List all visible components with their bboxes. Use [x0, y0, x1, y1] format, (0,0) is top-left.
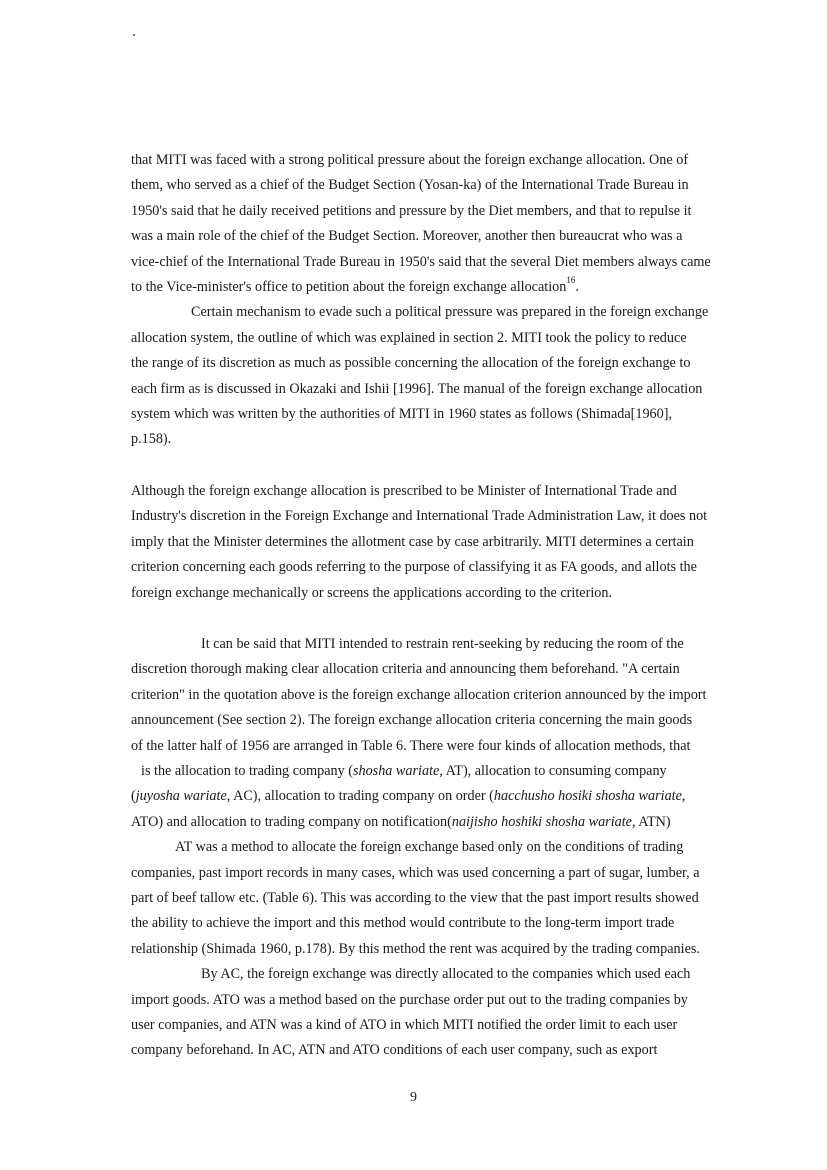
text-line: [131, 810, 731, 835]
text-line: that MITI was faced with a strong political pressure about the foreign exchange allocation. One of: [131, 152, 689, 168]
paragraph-ac-method-cont: [131, 988, 731, 1064]
text-line: discretion thorough making clear allocation criteria and announcing them beforehand. "A certain: [131, 661, 680, 678]
quote-line: imply that the Minister determines the allotment case by case arbitrarily. MITI determines a certain: [131, 533, 694, 550]
footnote-marker: 16: [566, 275, 576, 286]
paragraph-mechanism-cont: [131, 326, 731, 453]
paragraph-at-method: [131, 835, 731, 860]
text-fragment: ATO) and allocation to trading company on notification(: [131, 813, 452, 830]
text-line: the ability to achieve the import and this method would contribute to the long-term import trade: [131, 915, 675, 932]
text-line: [131, 275, 731, 300]
text-line: of the latter half of 1956 are arranged in Table 6. There were four kinds of allocation methods, that: [131, 737, 691, 754]
text-line: allocation system, the outline of which was explained in section 2. MITI took the policy to reduce: [131, 329, 687, 346]
text-line: them, who served as a chief of the Budget Section (Yosan-ka) of the International Trade Bureau in: [131, 177, 689, 194]
text-line: relationship (Shimada 1960, p.178). By this method the rent was acquired by the trading companies.: [131, 940, 700, 957]
text-fragment: is the allocation to trading company (: [141, 762, 353, 779]
text-fragment: , AT), allocation to consuming company: [439, 762, 667, 779]
text-line: [131, 759, 731, 784]
text-line: user companies, and ATN was a kind of ATO in which MITI notified the order limit to each user: [131, 1017, 678, 1033]
text-line: each firm as is discussed in Okazaki and Ishii [1996]. The manual of the foreign exchange allocation: [131, 380, 703, 397]
text-line: system which was written by the authorities of MITI in 1960 states as follows (Shimada[1960],: [131, 406, 673, 423]
quote-line: Industry's discretion in the Foreign Exchange and International Trade Administration Law, it does not: [131, 508, 708, 525]
text-line: criterion" in the quotation above is the foreign exchange allocation criterion announced by the import: [131, 686, 707, 703]
text-line: was a main role of the chief of the Budget Section. Moreover, another then bureaucrat who was a: [131, 228, 683, 245]
text-line: 1950's said that he daily received petitions and pressure by the Diet members, and that to repulse it: [131, 202, 692, 219]
quote-line: Although the foreign exchange allocation is prescribed to be Minister of International Trade and: [131, 482, 677, 499]
text-fragment: .: [575, 279, 579, 296]
text-line: It can be said that MITI intended to restrain rent-seeking by reducing the room of the: [201, 635, 684, 652]
japanese-term: shosha wariate: [352, 762, 440, 779]
paragraph-rent-seeking-cont: [131, 657, 731, 835]
quote-line: foreign exchange mechanically or screens the applications according to the criterion.: [131, 584, 612, 601]
text-line: announcement (See section 2). The foreign exchange allocation criteria concerning the main goods: [131, 712, 693, 729]
text-fragment: to the Vice-minister's office to petition about the foreign exchange allocation: [131, 279, 567, 296]
block-quotation: [131, 479, 731, 606]
text-line: Certain mechanism to evade such a political pressure was prepared in the foreign exchange: [191, 304, 709, 321]
japanese-term: juyosha wariate: [135, 788, 227, 805]
japanese-term: naijisho hoshiki shosha wariate: [451, 813, 632, 830]
text-fragment: ,: [681, 788, 686, 805]
page-number: 9: [410, 1090, 417, 1105]
text-line: p.158).: [131, 431, 172, 448]
paragraph-political-pressure: [131, 148, 731, 300]
text-fragment: , AC), allocation to trading company on order (: [226, 788, 494, 805]
text-fragment: (: [131, 788, 136, 805]
paragraph-ac-method: [131, 962, 731, 987]
text-line: vice-chief of the International Trade Bureau in 1950's said that the several Diet members always came: [131, 253, 711, 270]
japanese-term: hacchusho hosiki shosha wariate: [493, 788, 682, 805]
text-line: companies, past import records in many cases, which was used concerning a part of sugar, lumber, a: [131, 864, 700, 881]
paragraph-mechanism: [131, 300, 731, 325]
text-line: AT was a method to allocate the foreign exchange based only on the conditions of trading: [175, 839, 684, 856]
paragraph-at-method-cont: [131, 861, 731, 963]
scan-speck: [133, 34, 135, 36]
text-line: company beforehand. In AC, ATN and ATO conditions of each user company, such as export: [131, 1042, 658, 1059]
paragraph-rent-seeking: [131, 632, 731, 657]
text-line: [131, 784, 731, 809]
text-line: import goods. ATO was a method based on the purchase order put out to the trading companies by: [131, 991, 688, 1008]
text-fragment: , ATN): [631, 813, 671, 830]
document-body: [131, 148, 731, 1064]
quote-line: criterion concerning each goods referring to the purpose of classifying it as FA goods, and allots the: [131, 559, 697, 576]
text-line: part of beef tallow etc. (Table 6). This was according to the view that the past import results showed: [131, 889, 699, 906]
text-line: By AC, the foreign exchange was directly allocated to the companies which used each: [201, 966, 691, 983]
text-line: the range of its discretion as much as possible concerning the allocation of the foreign exchange to: [131, 355, 691, 372]
